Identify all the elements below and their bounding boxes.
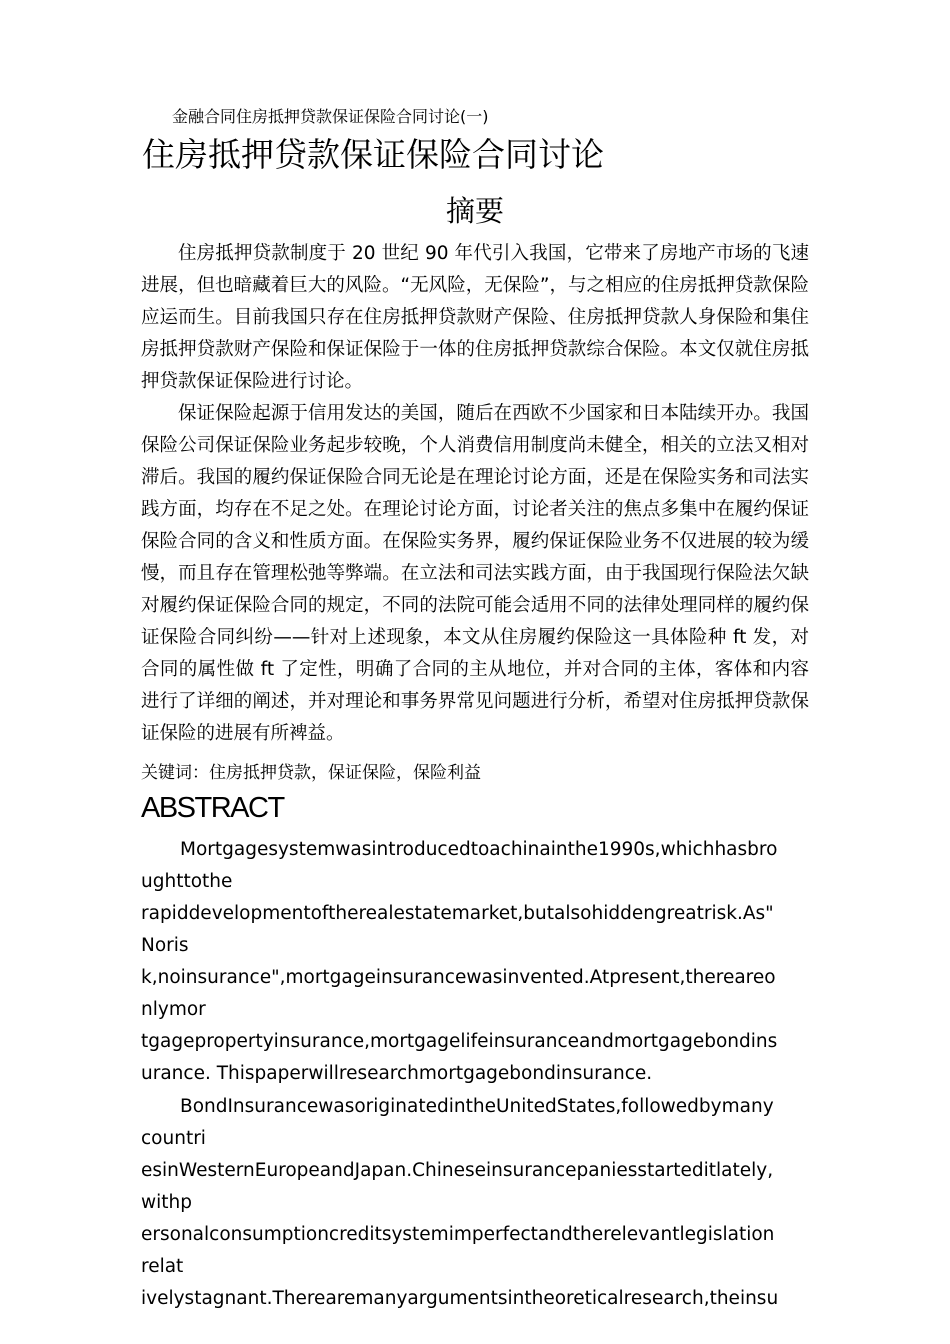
text-line: Noris: [141, 935, 189, 956]
text-line: urance. Thispaperwillresearchmortgagebondinsurance.: [141, 1063, 653, 1084]
text-line: withp: [141, 1192, 192, 1213]
text-line: ivelystagnant.Therearemanyargumentsintheoreticalresearch,theinsu: [141, 1288, 779, 1309]
text-line: BondInsurancewasoriginatedintheUnitedStates,followedbymany: [180, 1096, 774, 1117]
text-line: k,noinsurance",mortgageinsurancewasinvented.Atpresent,thereareo: [141, 967, 776, 988]
abstract-body-cn: [141, 238, 809, 750]
abstract-paragraph-en: [141, 1091, 811, 1315]
text-line: countri: [141, 1128, 206, 1149]
abstract-paragraph-en: [141, 834, 811, 1090]
text-line: ughttothe: [141, 871, 233, 892]
text-line: Mortgagesystemwasintroducedtoachinainthe1990s,whichhasbro: [180, 839, 778, 860]
abstract-heading-cn: 摘要: [445, 194, 504, 228]
text-line: tgagepropertyinsurance,mortgagelifeinsuranceandmortgagebondins: [141, 1031, 778, 1052]
document-title: 住房抵押贷款保证保险合同讨论: [142, 135, 604, 174]
text-line: esinWesternEuropeandJapan.Chineseinsurancepaniesstarteditlately,: [141, 1160, 774, 1181]
text-line: ersonalconsumptioncreditsystemimperfectandtherelevantlegislation: [141, 1224, 775, 1245]
text-line: relat: [141, 1256, 184, 1277]
abstract-heading-en: ABSTRACT: [141, 792, 284, 824]
text-line: nlymor: [141, 999, 206, 1020]
abstract-paragraph: 保证保险起源于信用发达的美国，随后在西欧不少国家和日本陆续开办。我国保险公司保证保险业务起步较晚，个人消费信用制度尚未健全，相关的立法又相对滞后。我国的履约保证保险合同无论是在理论讨论方面，还是在保险实务和司法实践方面，均存在不足之处。在理论讨论方面，讨论者关注的焦点多集中在履约保证保险合同的含义和性质方面。在保险实务界，履约保证保险业务不仅进展的较为缓慢，而且存在管理松弛等弊端。在立法和司法实践方面，由于我国现行保险法欠缺对履约保证保险合同的规定，不同的法院可能会适用不同的法律处理同样的履约保证保险合同纠纷——针对上述现象，本文从住房履约保险这一具体险种 ft 发，对合同的属性做 ft 了定性，明确了合同的主从地位，并对合同的主体，客体和内容进行了详细的阐述，并对理论和事务界常见问题进行分析，希望对住房抵押贷款保证保险的进展有所裨益。: [141, 403, 809, 744]
running-title: 金融合同住房抵押贷款保证保险合同讨论(一): [172, 107, 489, 126]
keywords-line: 关键词：住房抵押贷款，保证保险，保险利益: [141, 763, 481, 783]
abstract-paragraph: 住房抵押贷款制度于 20 世纪 90 年代引入我国，它带来了房地产市场的飞速进展，但也暗藏着巨大的风险。“无风险，无保险”，与之相应的住房抵押贷款保险应运而生。目前我国只存在住房抵押贷款财产保险、住房抵押贷款人身保险和集住房抵押贷款财产保险和保证保险于一体的住房抵押贷款综合保险。本文仅就住房抵押贷款保证保险进行讨论。: [141, 243, 809, 392]
text-line: rapiddevelopmentoftherealestatemarket,butalsohiddengreatrisk.As": [141, 903, 774, 924]
